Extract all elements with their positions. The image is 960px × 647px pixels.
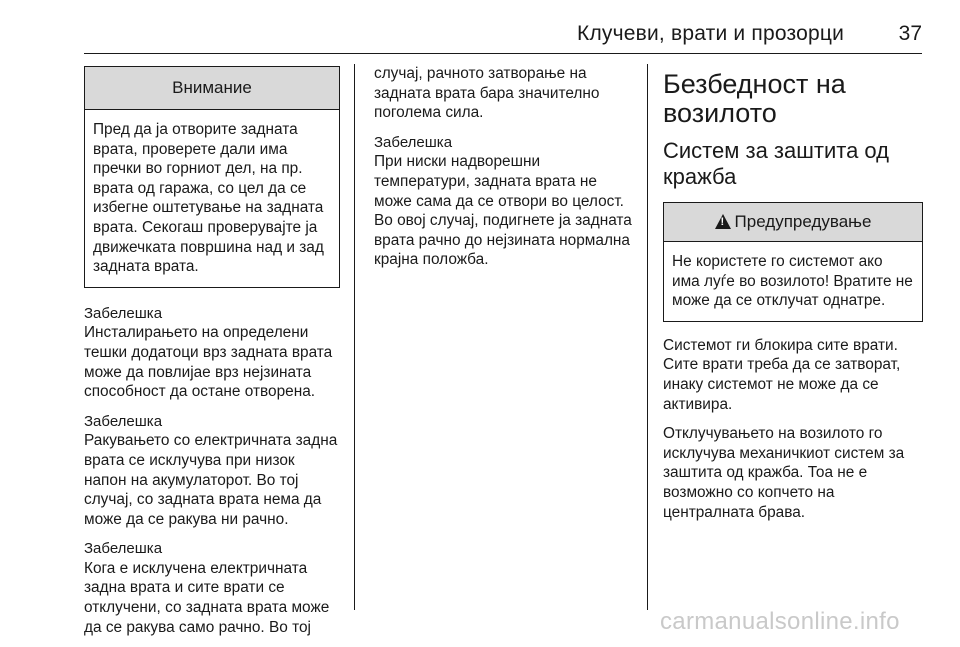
attention-title: Внимание <box>85 67 339 110</box>
section-title: Клучеви, врати и прозорци <box>577 22 844 45</box>
note-title: Забелешка <box>84 412 163 430</box>
note-title: Забелешка <box>84 540 163 558</box>
attention-body <box>85 110 339 287</box>
section-heading: Безбедност на возилото <box>663 69 846 128</box>
note-block <box>84 412 340 530</box>
watermark: carmanualsonline.info <box>660 608 900 635</box>
note-text: При ниски надворешни температури, задната врата не може сама да се отвори во целост. Во овој случај, подигнете ја задната врата рачно до нејзината нормална крајна положба. <box>374 153 632 269</box>
page-number: 37 <box>898 22 922 45</box>
warning-triangle-icon <box>715 214 731 229</box>
attention-text: Пред да ја отворите задната врата, проверете дали има пречки во горниот дел, на пр. врата од гаража, со цел да се избегне оштетување на задната врата. Секогаш проверувајте ја движечката површина над и зад задната врата. <box>93 121 324 276</box>
warning-box <box>663 202 923 322</box>
note-text: Ракувањето со електричната задна врата се исклучува при низок напон на акумулаторот. Во тој случај, со задната врата нема да може да се ракува ни рачно. <box>84 432 338 528</box>
note-text: Кога е исклучена електричната задна врата и сите врати се отклучени, со задната врата може да се ракува само рачно. Во тој <box>84 559 330 636</box>
note-title: Забелешка <box>84 304 163 322</box>
column-middle <box>374 64 636 280</box>
note-block <box>374 133 636 270</box>
warning-header <box>664 203 922 242</box>
warning-body <box>664 242 922 321</box>
note-text: Инсталирањето на определени тешки додатоци врз задната врата може да повлијае врз нејзината способност да остане отворена. <box>84 324 333 401</box>
note-block <box>84 539 340 637</box>
note-block <box>84 304 340 402</box>
column-right <box>663 64 923 532</box>
page-header <box>0 0 960 62</box>
warning-title: Предупредување <box>734 212 872 231</box>
header-rule <box>84 53 922 54</box>
column-divider <box>647 64 648 610</box>
body-paragraph: Отклучувањето на возилото го исклучува механичкиот систем за заштита од кражба. Тоа не е возможно со копчето на централната брава. <box>663 425 905 521</box>
note-title: Забелешка <box>374 133 453 151</box>
column-divider <box>354 64 355 610</box>
attention-box <box>84 66 340 288</box>
continuation-text: случај, рачното затворање на задната врата бара значително поголема сила. <box>374 65 600 122</box>
body-paragraph: Системот ги блокира сите врати. Сите врати треба да се затворат, инаку системот не може да се активира. <box>663 336 901 413</box>
warning-text: Не користете го системот ако има луѓе во возилото! Вратите не може да се отклучат однатре. <box>672 253 913 310</box>
column-left <box>84 64 340 647</box>
subsection-heading: Систем за заштита од кражба <box>663 138 890 189</box>
notes-list <box>84 304 340 638</box>
